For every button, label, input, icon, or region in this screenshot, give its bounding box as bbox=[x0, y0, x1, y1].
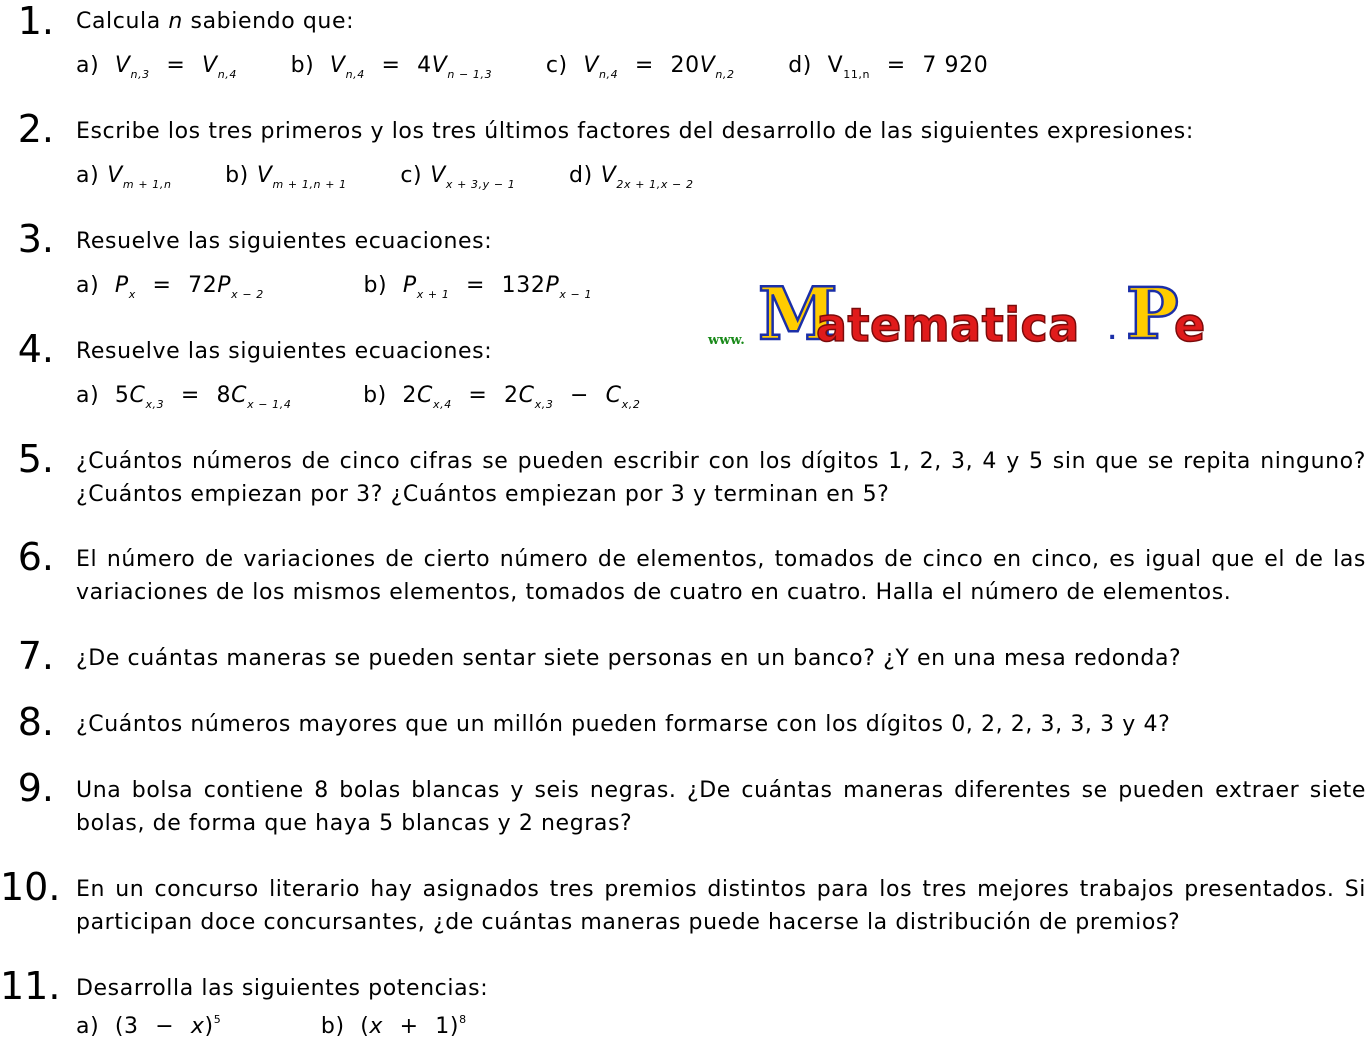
logo-dot: . bbox=[1108, 320, 1117, 345]
problem-4-item-a: a) $5C_{x,3} = 8C_{x - 1,4}$ bbox=[76, 383, 292, 411]
problem-3-item-b: b) $P_{x + 1} = 132P_{x - 1}$ bbox=[363, 273, 593, 301]
problem-4-items bbox=[76, 381, 686, 411]
problem-1-text-b: sabiendo que: bbox=[190, 9, 355, 34]
problem-4-number: 4. bbox=[17, 327, 54, 371]
problem-2-item-b: b) $V_{m + 1,n + 1}$ bbox=[225, 163, 347, 191]
problem-5-statement: ¿Cuántos números de cinco cifras se pueden escribir con los dígitos 1, 2, 3, 4 y 5 sin que se repita ninguno? ¿Cuántos empiezan por 3? ¿Cuántos empiezan por 3 y terminan en 5? bbox=[76, 449, 1366, 507]
problem-1-item-d: d) $V_{11,n} = 7$ 920 bbox=[788, 53, 989, 81]
problem-11-item-a: a) $(3 - x)^5$ bbox=[76, 1013, 222, 1039]
problem-3-statement: Resuelve las siguientes ecuaciones: bbox=[76, 229, 493, 254]
problem-1-var-n: n bbox=[168, 9, 183, 34]
problem-7-number: 7. bbox=[17, 634, 54, 678]
logo-word: atematica bbox=[816, 298, 1080, 352]
problem-11-items bbox=[76, 1012, 513, 1042]
logo-letter-m: M bbox=[758, 271, 836, 356]
matematica-pe-logo bbox=[706, 271, 1226, 358]
problem-5-number: 5. bbox=[17, 437, 54, 481]
problem-4-item-b: b) $2C_{x,4} = 2C_{x,3} - C_{x,2}$ bbox=[363, 383, 641, 411]
problem-1-number: 1. bbox=[17, 0, 54, 43]
problem-4-statement: Resuelve las siguientes ecuaciones: bbox=[76, 339, 493, 364]
problem-10-number: 10. bbox=[0, 865, 61, 909]
problem-1-item-c: c) $V_{n,4} = 20V_{n,2}$ bbox=[545, 53, 735, 81]
problem-7-statement: ¿De cuántas maneras se pueden sentar siete personas en un banco? ¿Y en una mesa redonda? bbox=[76, 646, 1182, 671]
problem-2-number: 2. bbox=[17, 107, 54, 151]
problem-6-statement: El número de variaciones de cierto número de elementos, tomados de cinco en cinco, es igual que el de las variaciones de los mismos elementos, tomados de cuatro en cuatro. Halla el número de elementos. bbox=[76, 547, 1366, 605]
problem-2-item-d: d) $V_{2x + 1,x - 2}$ bbox=[569, 163, 694, 191]
problem-1-statement bbox=[76, 5, 1366, 38]
logo-www: www. bbox=[708, 333, 745, 348]
problem-2-item-a: a) $V_{m + 1,n}$ bbox=[76, 163, 172, 191]
problem-2-items bbox=[76, 161, 740, 191]
logo-letter-e: e bbox=[1174, 298, 1206, 352]
problem-2-item-c: c) $V_{x + 3,y - 1}$ bbox=[400, 163, 516, 191]
problem-8-number: 8. bbox=[17, 700, 54, 744]
problem-11-statement: Desarrolla las siguientes potencias: bbox=[76, 976, 489, 1001]
problem-1-item-b: b) $V_{n,4} = 4V_{n - 1,3}$ bbox=[290, 53, 493, 81]
problem-11-item-b: b) $(x + 1)^8$ bbox=[320, 1013, 467, 1039]
problem-10-statement: En un concurso literario hay asignados tres premios distintos para los tres mejores trabajos presentados. Si participan doce concursantes, ¿de cuántas maneras puede hacerse la distribución de premios? bbox=[76, 877, 1366, 935]
problem-1-text-a: Calcula bbox=[76, 9, 161, 34]
problem-1-items bbox=[76, 51, 1034, 81]
problem-2-statement: Escribe los tres primeros y los tres últimos factores del desarrollo de las siguientes expresiones: bbox=[76, 119, 1194, 144]
problem-11-number: 11. bbox=[0, 964, 61, 1008]
problem-8-statement: ¿Cuántos números mayores que un millón pueden formarse con los dígitos 0, 2, 2, 3, 3, 3 y 4? bbox=[76, 712, 1171, 737]
problem-1-item-a: a) $V_{n,3} = V_{n,4}$ bbox=[76, 53, 237, 81]
problem-9-number: 9. bbox=[17, 766, 54, 810]
problem-9-statement: Una bolsa contiene 8 bolas blancas y seis negras. ¿De cuántas maneras diferentes se pueden extraer siete bolas, de forma que haya 5 blancas y 2 negras? bbox=[76, 778, 1366, 836]
problem-6-number: 6. bbox=[17, 535, 54, 579]
problem-3-items bbox=[76, 271, 638, 301]
problem-3-number: 3. bbox=[17, 217, 54, 261]
logo-letter-p: P bbox=[1126, 272, 1179, 355]
problem-3-item-a: a) $P_x = 72P_{x - 2}$ bbox=[76, 273, 264, 301]
